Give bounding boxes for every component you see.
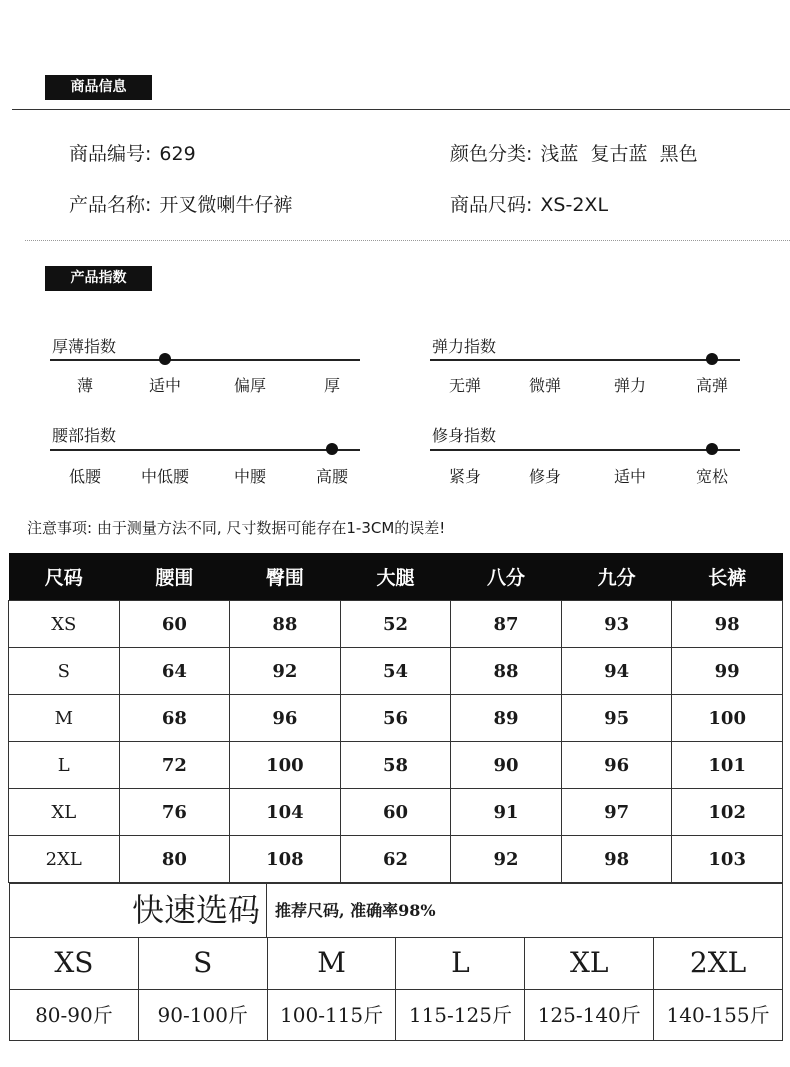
index-option-label: 厚 xyxy=(323,376,341,395)
index-track xyxy=(430,359,740,361)
index-option-label: 微弹 xyxy=(528,376,562,395)
section-tag-product-info: 商品信息 xyxy=(45,75,152,100)
index-title: 弹力指数 xyxy=(432,337,497,356)
measurement-cell: 94 xyxy=(561,648,672,695)
quick-weight-cell: 125-140斤 xyxy=(525,990,654,1040)
size-label-cell: L xyxy=(9,742,120,789)
table-row xyxy=(9,836,783,883)
quick-weight-row xyxy=(10,989,782,1040)
index-option-label: 偏厚 xyxy=(233,376,267,395)
measurement-cell: 92 xyxy=(230,648,341,695)
quick-size-cell: XS xyxy=(10,938,139,989)
index-marker-dot xyxy=(706,443,718,455)
size-label-cell: XS xyxy=(9,601,120,648)
size-table-header-cell: 长裤 xyxy=(672,553,783,601)
measurement-cell: 100 xyxy=(672,695,783,742)
index-option-label: 紧身 xyxy=(448,467,482,486)
index-option-label: 宽松 xyxy=(695,467,729,486)
table-row xyxy=(9,789,783,836)
measurement-cell: 103 xyxy=(672,836,783,883)
info-code-value: 629 xyxy=(159,143,196,165)
index-track xyxy=(50,359,360,361)
index-option-label: 高弹 xyxy=(695,376,729,395)
measurement-cell: 68 xyxy=(119,695,230,742)
measurement-cell: 89 xyxy=(451,695,562,742)
measurement-cell: 56 xyxy=(340,695,451,742)
quick-weight-cell: 90-100斤 xyxy=(139,990,268,1040)
info-code xyxy=(69,139,196,166)
size-label-cell: S xyxy=(9,648,120,695)
measurement-cell: 98 xyxy=(561,836,672,883)
size-table-header-cell: 九分 xyxy=(561,553,672,601)
info-size-label: 商品尺码: xyxy=(450,194,533,216)
table-row xyxy=(9,695,783,742)
measurement-cell: 96 xyxy=(561,742,672,789)
measurement-cell: 60 xyxy=(340,789,451,836)
size-label-cell: 2XL xyxy=(9,836,120,883)
quick-weight-cell: 140-155斤 xyxy=(666,1003,770,1027)
section-tag-product-index: 产品指数 xyxy=(45,266,152,291)
measurement-cell: 72 xyxy=(119,742,230,789)
index-option-label: 弹力 xyxy=(613,376,647,395)
info-name xyxy=(69,190,292,217)
measurement-cell: 91 xyxy=(451,789,562,836)
measurement-cell: 98 xyxy=(672,601,783,648)
info-color xyxy=(450,139,698,166)
index-option-label: 低腰 xyxy=(68,467,102,486)
quick-size-cell: XL xyxy=(525,938,654,989)
measurement-cell: 108 xyxy=(230,836,341,883)
measurement-note: 注意事项: 由于测量方法不同, 尺寸数据可能存在1-3CM的误差! xyxy=(27,519,446,537)
quick-size-cell: S xyxy=(139,938,268,989)
measurement-cell: 102 xyxy=(672,789,783,836)
size-table-header-cell: 尺码 xyxy=(9,553,120,601)
index-option-label: 高腰 xyxy=(315,467,349,486)
index-marker-dot xyxy=(706,353,718,365)
index-title: 腰部指数 xyxy=(52,426,117,445)
measurement-cell: 88 xyxy=(451,648,562,695)
measurement-cell: 95 xyxy=(561,695,672,742)
info-size xyxy=(450,190,608,217)
table-row xyxy=(9,648,783,695)
measurement-cell: 97 xyxy=(561,789,672,836)
measurement-cell: 88 xyxy=(230,601,341,648)
size-label-cell: XL xyxy=(9,789,120,836)
measurement-cell: 62 xyxy=(340,836,451,883)
index-marker-dot xyxy=(159,353,171,365)
info-color-label: 颜色分类: xyxy=(450,143,533,165)
index-option-label: 修身 xyxy=(528,467,562,486)
measurement-cell: 52 xyxy=(340,601,451,648)
table-row xyxy=(9,742,783,789)
index-track xyxy=(430,449,740,451)
measurement-cell: 92 xyxy=(451,836,562,883)
quick-size-panel xyxy=(9,883,783,1041)
index-option-label: 中腰 xyxy=(233,467,267,486)
size-table-header-cell: 八分 xyxy=(451,553,562,601)
table-row xyxy=(9,601,783,648)
measurement-cell: 96 xyxy=(230,695,341,742)
measurement-cell: 80 xyxy=(119,836,230,883)
measurement-cell: 64 xyxy=(119,648,230,695)
size-table-header-cell: 大腿 xyxy=(340,553,451,601)
quick-size-cell: M xyxy=(268,938,397,989)
info-code-label: 商品编号: xyxy=(69,143,152,165)
quick-weight-cell: 80-90斤 xyxy=(10,990,139,1040)
quick-title: 快速选码 xyxy=(10,884,267,937)
quick-size-cell: L xyxy=(396,938,525,989)
index-marker-dot xyxy=(326,443,338,455)
quick-size-row xyxy=(10,937,782,989)
measurement-cell: 99 xyxy=(672,648,783,695)
size-label-cell: M xyxy=(9,695,120,742)
measurement-cell: 76 xyxy=(119,789,230,836)
measurement-cell: 87 xyxy=(451,601,562,648)
dotted-divider xyxy=(25,240,790,241)
index-option-label: 适中 xyxy=(613,467,647,486)
index-option-label: 薄 xyxy=(76,376,94,395)
info-color-value: 浅蓝 复古蓝 黑色 xyxy=(540,143,698,165)
index-option-label: 无弹 xyxy=(448,376,482,395)
section-divider xyxy=(12,109,790,110)
index-track xyxy=(50,449,360,451)
measurement-cell: 100 xyxy=(230,742,341,789)
measurement-cell: 54 xyxy=(340,648,451,695)
size-table-header xyxy=(9,553,783,601)
measurement-cell: 60 xyxy=(119,601,230,648)
quick-size-cell: 2XL xyxy=(689,946,747,979)
measurement-cell: 90 xyxy=(451,742,562,789)
size-table-header-cell: 腰围 xyxy=(119,553,230,601)
quick-subtitle: 推荐尺码, 准确率98% xyxy=(275,901,436,920)
measurement-cell: 101 xyxy=(672,742,783,789)
info-name-label: 产品名称: xyxy=(69,194,152,216)
quick-weight-cell: 115-125斤 xyxy=(396,990,525,1040)
measurement-cell: 58 xyxy=(340,742,451,789)
measurement-cell: 104 xyxy=(230,789,341,836)
info-name-value: 开叉微喇牛仔裤 xyxy=(159,194,293,216)
size-table-header-cell: 臀围 xyxy=(230,553,341,601)
size-table xyxy=(8,553,783,883)
index-title: 厚薄指数 xyxy=(52,337,117,356)
quick-weight-cell: 100-115斤 xyxy=(268,990,397,1040)
info-size-value: XS-2XL xyxy=(540,194,609,216)
measurement-cell: 93 xyxy=(561,601,672,648)
index-title: 修身指数 xyxy=(432,426,497,445)
index-option-label: 中低腰 xyxy=(140,467,190,486)
index-option-label: 适中 xyxy=(148,376,182,395)
